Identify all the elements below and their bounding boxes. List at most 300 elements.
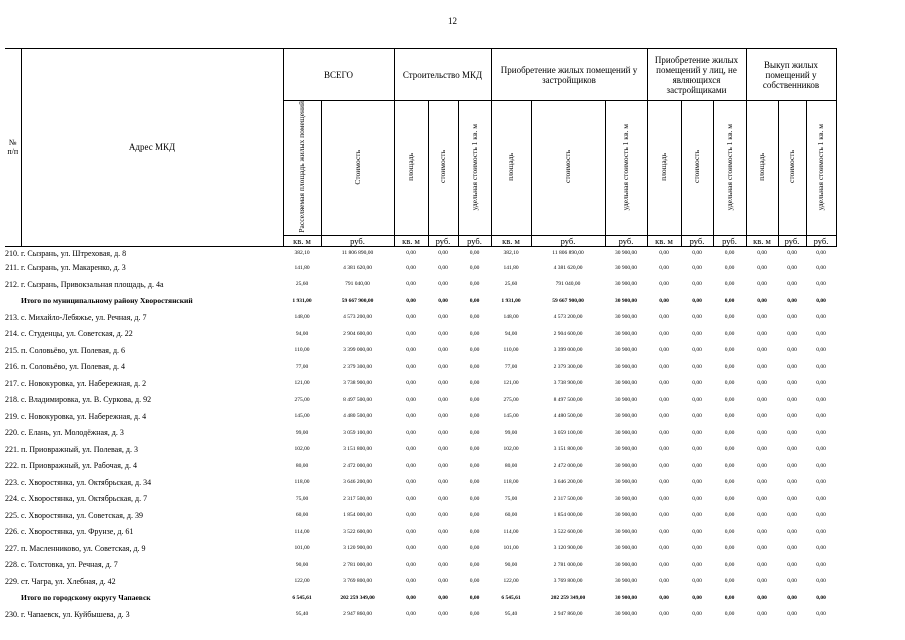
cell-o-unit: 0,00 bbox=[724, 578, 735, 585]
cell-b-unit: 0,00 bbox=[816, 578, 826, 585]
cell-total-cost: 3 522 600,00 bbox=[343, 528, 372, 535]
cell-d-unit: 30 900,00 bbox=[615, 264, 637, 271]
cell-b-unit: 0,00 bbox=[816, 429, 826, 436]
cell-o-area: 0,00 bbox=[659, 512, 669, 519]
cell-d-area: 114,00 bbox=[503, 528, 519, 535]
cell-o-area: 0,00 bbox=[659, 545, 669, 552]
cell-b-cost: 0,00 bbox=[787, 462, 797, 469]
cell-d-area: 25,60 bbox=[504, 281, 518, 288]
cell-total-area: 114,00 bbox=[294, 528, 310, 535]
header-total-cost: Стоимость bbox=[321, 101, 394, 236]
cell-o-cost: 0,00 bbox=[692, 429, 702, 436]
cell-c-area: 0,00 bbox=[406, 314, 416, 321]
cell-c-unit: 0,00 bbox=[469, 462, 480, 469]
cell-total-area: 122,00 bbox=[294, 578, 310, 585]
table-row bbox=[5, 359, 836, 376]
cell-b-area: 0,00 bbox=[757, 446, 767, 453]
cell-d-area: 121,00 bbox=[503, 380, 519, 387]
cell-c-area: 0,00 bbox=[406, 413, 416, 420]
cell-b-unit: 0,00 bbox=[816, 396, 826, 403]
cell-o-unit: 0,00 bbox=[724, 462, 735, 469]
cell-b-area: 0,00 bbox=[757, 462, 767, 469]
cell-total-cost: 2 904 600,00 bbox=[343, 330, 372, 337]
cell-b-area: 0,00 bbox=[757, 264, 767, 271]
cell-c-unit: 0,00 bbox=[469, 281, 480, 288]
cell-c-unit: 0,00 bbox=[469, 250, 480, 257]
cell-d-area: 141,80 bbox=[503, 264, 519, 271]
cell-no: 210. bbox=[5, 248, 19, 258]
table-row bbox=[5, 309, 836, 326]
cell-b-unit: 0,00 bbox=[816, 363, 826, 370]
cell-o-area: 0,00 bbox=[659, 429, 669, 436]
cell-o-cost: 0,00 bbox=[692, 264, 702, 271]
cell-b-unit: 0,00 bbox=[816, 561, 826, 568]
cell-no bbox=[5, 590, 21, 607]
cell-c-cost: 0,00 bbox=[438, 429, 448, 436]
cell-o-area: 0,00 bbox=[659, 495, 669, 502]
cell-total-area: 145,00 bbox=[294, 413, 310, 420]
cell-o-area: 0,00 bbox=[659, 347, 669, 354]
cell-c-unit: 0,00 bbox=[469, 264, 480, 271]
cell-d-unit: 30 900,00 bbox=[615, 347, 637, 354]
cell-o-cost: 0,00 bbox=[692, 578, 702, 585]
cell-b-unit: 0,00 bbox=[816, 462, 826, 469]
cell-o-unit: 0,00 bbox=[724, 297, 735, 304]
cell-b-cost: 0,00 bbox=[787, 264, 797, 271]
cell-address: ст. Чагра, ул. Хлебная, д. 42 bbox=[21, 576, 116, 586]
cell-c-cost: 0,00 bbox=[438, 528, 448, 535]
cell-o-unit: 0,00 bbox=[724, 446, 735, 453]
cell-d-unit: 30 900,00 bbox=[615, 528, 637, 535]
cell-b-unit: 0,00 bbox=[816, 512, 826, 519]
unit-o-cost: руб. bbox=[681, 235, 713, 246]
cell-b-cost: 0,00 bbox=[787, 363, 797, 370]
cell-no bbox=[5, 293, 21, 310]
cell-total-cost: 2 947 860,00 bbox=[343, 611, 372, 618]
cell-o-cost: 0,00 bbox=[692, 330, 702, 337]
cell-total-cost: 2 472 000,00 bbox=[343, 462, 372, 469]
cell-total-cost: 3 151 800,00 bbox=[343, 446, 372, 453]
cell-c-area: 0,00 bbox=[406, 250, 416, 257]
cell-total-cost: 4 381 620,00 bbox=[343, 264, 372, 271]
cell-o-unit: 0,00 bbox=[724, 479, 735, 486]
cell-o-unit: 0,00 bbox=[724, 330, 735, 337]
unit-d-unit: руб. bbox=[605, 235, 647, 246]
cell-d-area: 94,00 bbox=[504, 330, 518, 337]
cell-o-area: 0,00 bbox=[659, 264, 669, 271]
cell-o-cost: 0,00 bbox=[692, 561, 702, 568]
cell-b-area: 0,00 bbox=[757, 250, 767, 257]
table-row bbox=[5, 246, 836, 260]
cell-total-area: 60,00 bbox=[295, 512, 309, 519]
header-d-unit: удельная стоимость 1 кв. м bbox=[605, 101, 647, 236]
cell-c-area: 0,00 bbox=[406, 611, 416, 618]
cell-o-cost: 0,00 bbox=[692, 314, 702, 321]
cell-d-area: 148,00 bbox=[503, 314, 519, 321]
header-o-unit: удельная стоимость 1 кв. м bbox=[713, 101, 746, 236]
cell-total-cost: 3 399 000,00 bbox=[343, 347, 372, 354]
cell-total-area: 275,00 bbox=[294, 396, 310, 403]
cell-c-cost: 0,00 bbox=[438, 347, 448, 354]
cell-b-cost: 0,00 bbox=[787, 578, 797, 585]
table-body bbox=[5, 246, 836, 623]
cell-d-unit: 30 900,00 bbox=[615, 446, 637, 453]
unit-d-cost: руб. bbox=[531, 235, 605, 246]
cell-c-area: 0,00 bbox=[406, 495, 416, 502]
cell-no: 227. bbox=[5, 543, 19, 553]
cell-total-area: 101,00 bbox=[294, 545, 310, 552]
cell-address: п. Приовражный, ул. Рабочая, д. 4 bbox=[21, 461, 137, 471]
cell-total-area: 6 545,61 bbox=[292, 594, 312, 601]
cell-b-cost: 0,00 bbox=[787, 495, 797, 502]
cell-c-area: 0,00 bbox=[406, 528, 416, 535]
cell-no: 219. bbox=[5, 411, 19, 421]
cell-c-unit: 0,00 bbox=[469, 413, 480, 420]
table-row bbox=[5, 458, 836, 475]
cell-d-area: 118,00 bbox=[503, 479, 519, 486]
cell-o-area: 0,00 bbox=[659, 396, 669, 403]
cell-d-unit: 30 900,00 bbox=[615, 413, 637, 420]
table-row bbox=[5, 375, 836, 392]
unit-o-area: кв. м bbox=[647, 235, 681, 246]
cell-no: 211. bbox=[5, 263, 19, 273]
cell-c-unit: 0,00 bbox=[469, 578, 480, 585]
cell-b-area: 0,00 bbox=[757, 429, 767, 436]
cell-address: г. Сызрань, ул. Макаренко, д. 3 bbox=[21, 263, 126, 273]
table-row bbox=[5, 491, 836, 508]
cell-c-cost: 0,00 bbox=[438, 479, 448, 486]
cell-o-area: 0,00 bbox=[659, 479, 669, 486]
cell-o-unit: 0,00 bbox=[724, 528, 735, 535]
cell-o-cost: 0,00 bbox=[692, 545, 702, 552]
cell-d-cost: 4 573 200,00 bbox=[553, 314, 583, 321]
table-row bbox=[5, 260, 836, 277]
cell-no: 230. bbox=[5, 609, 19, 619]
cell-b-area: 0,00 bbox=[757, 413, 767, 420]
cell-b-unit: 0,00 bbox=[816, 281, 826, 288]
cell-b-area: 0,00 bbox=[757, 347, 767, 354]
cell-c-area: 0,00 bbox=[406, 479, 416, 486]
cell-d-unit: 30 900,00 bbox=[615, 380, 637, 387]
cell-c-unit: 0,00 bbox=[469, 380, 480, 387]
cell-b-area: 0,00 bbox=[757, 545, 767, 552]
cell-c-cost: 0,00 bbox=[438, 594, 448, 601]
cell-d-cost: 4 480 500,00 bbox=[553, 413, 583, 420]
cell-d-unit: 30 900,00 bbox=[615, 396, 637, 403]
cell-d-cost: 59 667 900,00 bbox=[552, 297, 584, 304]
header-c-unit: удельная стоимость 1 кв. м bbox=[458, 101, 491, 236]
cell-total-area: 110,00 bbox=[294, 347, 310, 354]
cell-o-unit: 0,00 bbox=[724, 611, 735, 618]
cell-address: с. Михайло-Лебяжье, ул. Речная, д. 7 bbox=[21, 312, 147, 322]
cell-c-cost: 0,00 bbox=[438, 250, 448, 257]
cell-c-unit: 0,00 bbox=[469, 347, 480, 354]
cell-c-area: 0,00 bbox=[406, 462, 416, 469]
cell-total-cost: 4 480 500,00 bbox=[343, 413, 372, 420]
cell-b-cost: 0,00 bbox=[787, 297, 797, 304]
cell-total-area: 25,60 bbox=[295, 281, 309, 288]
cell-o-area: 0,00 bbox=[659, 363, 669, 370]
cell-o-cost: 0,00 bbox=[692, 297, 702, 304]
cell-d-area: 122,00 bbox=[503, 578, 519, 585]
cell-total-cost: 1 854 000,00 bbox=[343, 512, 372, 519]
cell-o-unit: 0,00 bbox=[724, 594, 735, 601]
cell-o-unit: 0,00 bbox=[724, 512, 735, 519]
cell-d-area: 110,00 bbox=[503, 347, 519, 354]
cell-no: 217. bbox=[5, 378, 19, 388]
cell-total-cost: 2 379 300,00 bbox=[343, 363, 372, 370]
cell-c-unit: 0,00 bbox=[469, 396, 480, 403]
unit-b-unit: руб. bbox=[806, 235, 836, 246]
cell-d-unit: 30 900,00 bbox=[615, 281, 637, 288]
cell-address: с. Хворостянка, ул. Советская, д. 39 bbox=[21, 510, 143, 520]
table-row bbox=[5, 342, 836, 359]
cell-d-cost: 3 738 900,00 bbox=[553, 380, 583, 387]
cell-total-cost: 3 769 800,00 bbox=[343, 578, 372, 585]
cell-o-cost: 0,00 bbox=[692, 594, 702, 601]
cell-total-cost: 11 806 890,00 bbox=[341, 250, 374, 257]
cell-address: с. Толстовка, ул. Речная, д. 7 bbox=[21, 560, 118, 570]
cell-total-area: 141,80 bbox=[294, 264, 310, 271]
cell-no: 215. bbox=[5, 345, 19, 355]
cell-o-cost: 0,00 bbox=[692, 347, 702, 354]
cell-o-cost: 0,00 bbox=[692, 611, 702, 618]
table-row bbox=[5, 606, 836, 623]
cell-b-cost: 0,00 bbox=[787, 413, 797, 420]
cell-o-cost: 0,00 bbox=[692, 396, 702, 403]
cell-o-area: 0,00 bbox=[659, 594, 669, 601]
cell-address: п. Масленниково, ул. Советская, д. 9 bbox=[21, 543, 146, 553]
cell-c-area: 0,00 bbox=[406, 330, 416, 337]
cell-b-area: 0,00 bbox=[757, 594, 767, 601]
cell-b-cost: 0,00 bbox=[787, 479, 797, 486]
cell-d-unit: 30 900,00 bbox=[615, 594, 637, 601]
cell-b-unit: 0,00 bbox=[816, 495, 826, 502]
cell-no: 214. bbox=[5, 329, 19, 339]
cell-total-cost: 3 059 100,00 bbox=[343, 429, 372, 436]
cell-total-cost: 4 573 200,00 bbox=[343, 314, 372, 321]
table-row bbox=[5, 540, 836, 557]
cell-o-cost: 0,00 bbox=[692, 380, 702, 387]
cell-o-unit: 0,00 bbox=[724, 363, 735, 370]
cell-d-cost: 2 317 500,00 bbox=[553, 495, 583, 502]
cell-o-unit: 0,00 bbox=[724, 314, 735, 321]
cell-d-unit: 30 900,00 bbox=[615, 429, 637, 436]
cell-d-unit: 30 900,00 bbox=[615, 363, 637, 370]
cell-o-unit: 0,00 bbox=[724, 264, 735, 271]
cell-d-area: 75,00 bbox=[504, 495, 518, 502]
cell-d-unit: 30 900,00 bbox=[615, 545, 637, 552]
cell-b-area: 0,00 bbox=[757, 363, 767, 370]
header-d-area: площадь bbox=[491, 101, 531, 236]
cell-b-cost: 0,00 bbox=[787, 330, 797, 337]
unit-b-cost: руб. bbox=[778, 235, 806, 246]
cell-d-unit: 30 900,00 bbox=[615, 512, 637, 519]
cell-b-cost: 0,00 bbox=[787, 446, 797, 453]
cell-b-area: 0,00 bbox=[757, 479, 767, 486]
cell-b-unit: 0,00 bbox=[816, 297, 826, 304]
cell-no: 228. bbox=[5, 560, 19, 570]
cell-d-area: 95,40 bbox=[504, 611, 518, 618]
cell-c-area: 0,00 bbox=[406, 545, 416, 552]
cell-no: 225. bbox=[5, 510, 19, 520]
cell-total-area: 90,00 bbox=[295, 561, 309, 568]
cell-b-unit: 0,00 bbox=[816, 380, 826, 387]
cell-c-cost: 0,00 bbox=[438, 561, 448, 568]
cell-b-area: 0,00 bbox=[757, 561, 767, 568]
cell-d-cost: 2 379 300,00 bbox=[553, 363, 583, 370]
cell-d-cost: 11 806 890,00 bbox=[552, 250, 584, 257]
cell-no: 212. bbox=[5, 279, 19, 289]
unit-total-cost: руб. bbox=[321, 235, 394, 246]
cell-d-unit: 30 900,00 bbox=[615, 578, 637, 585]
cell-no: 218. bbox=[5, 395, 19, 405]
cell-o-unit: 0,00 bbox=[724, 413, 735, 420]
cell-d-cost: 3 646 200,00 bbox=[553, 479, 583, 486]
cell-o-unit: 0,00 bbox=[724, 281, 735, 288]
header-group-construction: Строительство МКД bbox=[394, 49, 491, 101]
cell-b-area: 0,00 bbox=[757, 528, 767, 535]
cell-o-area: 0,00 bbox=[659, 281, 669, 288]
cell-b-unit: 0,00 bbox=[816, 611, 826, 618]
cell-o-area: 0,00 bbox=[659, 446, 669, 453]
table-row bbox=[5, 524, 836, 541]
cell-total-area: 118,00 bbox=[294, 479, 310, 486]
cell-o-cost: 0,00 bbox=[692, 528, 702, 535]
cell-o-area: 0,00 bbox=[659, 561, 669, 568]
cell-d-unit: 30 900,00 bbox=[615, 479, 637, 486]
header-address: Адрес МКД bbox=[21, 49, 283, 247]
cell-d-area: 275,00 bbox=[503, 396, 519, 403]
unit-c-unit: руб. bbox=[458, 235, 491, 246]
cell-c-area: 0,00 bbox=[406, 347, 416, 354]
cell-b-cost: 0,00 bbox=[787, 594, 797, 601]
cell-o-unit: 0,00 bbox=[724, 495, 735, 502]
cell-b-area: 0,00 bbox=[757, 314, 767, 321]
cell-b-cost: 0,00 bbox=[787, 429, 797, 436]
cell-b-cost: 0,00 bbox=[787, 347, 797, 354]
cell-d-area: 1 931,00 bbox=[501, 297, 521, 304]
cell-d-cost: 3 151 800,00 bbox=[553, 446, 583, 453]
cell-d-cost: 2 947 860,00 bbox=[553, 611, 583, 618]
cell-c-unit: 0,00 bbox=[469, 446, 480, 453]
cell-o-area: 0,00 bbox=[659, 462, 669, 469]
cell-address: п. Соловьёво, ул. Полевая, д. 6 bbox=[21, 345, 126, 355]
header-o-area: площадь bbox=[647, 101, 681, 236]
cell-total-area: 121,00 bbox=[294, 380, 310, 387]
table-row bbox=[5, 557, 836, 574]
cell-no: 216. bbox=[5, 362, 19, 372]
cell-d-area: 145,00 bbox=[503, 413, 519, 420]
cell-address: с. Студенцы, ул. Советская, д. 22 bbox=[21, 329, 133, 339]
cell-d-cost: 202 259 349,00 bbox=[550, 594, 586, 601]
cell-d-area: 77,00 bbox=[504, 363, 518, 370]
table-header bbox=[5, 49, 836, 247]
cell-total-cost: 59 667 900,00 bbox=[341, 297, 374, 304]
header-b-area: площадь bbox=[746, 101, 778, 236]
cell-no: 229. bbox=[5, 576, 19, 586]
cell-c-unit: 0,00 bbox=[469, 561, 480, 568]
cell-d-unit: 30 900,00 bbox=[615, 297, 637, 304]
cell-c-unit: 0,00 bbox=[469, 479, 480, 486]
cell-no: 221. bbox=[5, 444, 19, 454]
cell-c-cost: 0,00 bbox=[438, 281, 448, 288]
cell-b-area: 0,00 bbox=[757, 396, 767, 403]
cell-b-area: 0,00 bbox=[757, 611, 767, 618]
header-o-cost: стоимость bbox=[681, 101, 713, 236]
cell-d-area: 99,00 bbox=[504, 429, 518, 436]
cell-o-area: 0,00 bbox=[659, 314, 669, 321]
cell-c-unit: 0,00 bbox=[469, 363, 480, 370]
cell-b-area: 0,00 bbox=[757, 512, 767, 519]
cell-d-cost: 3 120 900,00 bbox=[553, 545, 583, 552]
cell-c-cost: 0,00 bbox=[438, 512, 448, 519]
cell-c-unit: 0,00 bbox=[469, 545, 480, 552]
cell-c-unit: 0,00 bbox=[469, 429, 480, 436]
cell-b-unit: 0,00 bbox=[816, 528, 826, 535]
cell-c-area: 0,00 bbox=[406, 396, 416, 403]
cell-d-unit: 30 900,00 bbox=[615, 561, 637, 568]
cell-b-cost: 0,00 bbox=[787, 611, 797, 618]
cell-total-area: 77,00 bbox=[295, 363, 309, 370]
unit-d-area: кв. м bbox=[491, 235, 531, 246]
cell-total-area: 94,00 bbox=[295, 330, 309, 337]
cell-total-cost: 3 738 900,00 bbox=[343, 380, 372, 387]
cell-o-unit: 0,00 bbox=[724, 347, 735, 354]
cell-b-cost: 0,00 bbox=[787, 545, 797, 552]
cell-c-cost: 0,00 bbox=[438, 446, 448, 453]
cell-no: 222. bbox=[5, 461, 19, 471]
cell-c-cost: 0,00 bbox=[438, 545, 448, 552]
cell-d-area: 60,00 bbox=[504, 512, 518, 519]
table-total-row bbox=[5, 590, 836, 607]
table-row bbox=[5, 425, 836, 442]
cell-o-unit: 0,00 bbox=[724, 250, 735, 257]
cell-total-cost: 8 497 500,00 bbox=[343, 396, 372, 403]
cell-d-cost: 2 472 000,00 bbox=[553, 462, 583, 469]
cell-b-unit: 0,00 bbox=[816, 250, 826, 257]
cell-b-area: 0,00 bbox=[757, 297, 767, 304]
cell-b-unit: 0,00 bbox=[816, 479, 826, 486]
cell-c-area: 0,00 bbox=[406, 578, 416, 585]
cell-total-area: 99,00 bbox=[295, 429, 309, 436]
cell-b-cost: 0,00 bbox=[787, 250, 797, 257]
cell-c-cost: 0,00 bbox=[438, 578, 448, 585]
cell-c-area: 0,00 bbox=[406, 446, 416, 453]
cell-d-unit: 30 900,00 bbox=[615, 330, 637, 337]
cell-b-area: 0,00 bbox=[757, 330, 767, 337]
cell-c-cost: 0,00 bbox=[438, 314, 448, 321]
cell-b-area: 0,00 bbox=[757, 380, 767, 387]
cell-d-cost: 1 854 000,00 bbox=[553, 512, 583, 519]
cell-c-area: 0,00 bbox=[406, 363, 416, 370]
cell-c-unit: 0,00 bbox=[469, 512, 480, 519]
cell-o-unit: 0,00 bbox=[724, 396, 735, 403]
cell-b-cost: 0,00 bbox=[787, 314, 797, 321]
table-row bbox=[5, 474, 836, 491]
cell-total-area: 95,40 bbox=[295, 611, 309, 618]
cell-total-cost: 3 120 900,00 bbox=[343, 545, 372, 552]
cell-total-cost: 3 646 200,00 bbox=[343, 479, 372, 486]
unit-c-area: кв. м bbox=[394, 235, 428, 246]
cell-total-cost: 791 040,00 bbox=[345, 281, 370, 288]
cell-address: с. Хворостянка, ул. Фрунзе, д. 61 bbox=[21, 527, 134, 537]
cell-o-area: 0,00 bbox=[659, 413, 669, 420]
cell-d-area: 102,00 bbox=[503, 446, 519, 453]
cell-o-cost: 0,00 bbox=[692, 512, 702, 519]
header-group-buyout: Выкуп жилых помещений у собственников bbox=[746, 49, 836, 101]
cell-o-unit: 0,00 bbox=[724, 561, 735, 568]
